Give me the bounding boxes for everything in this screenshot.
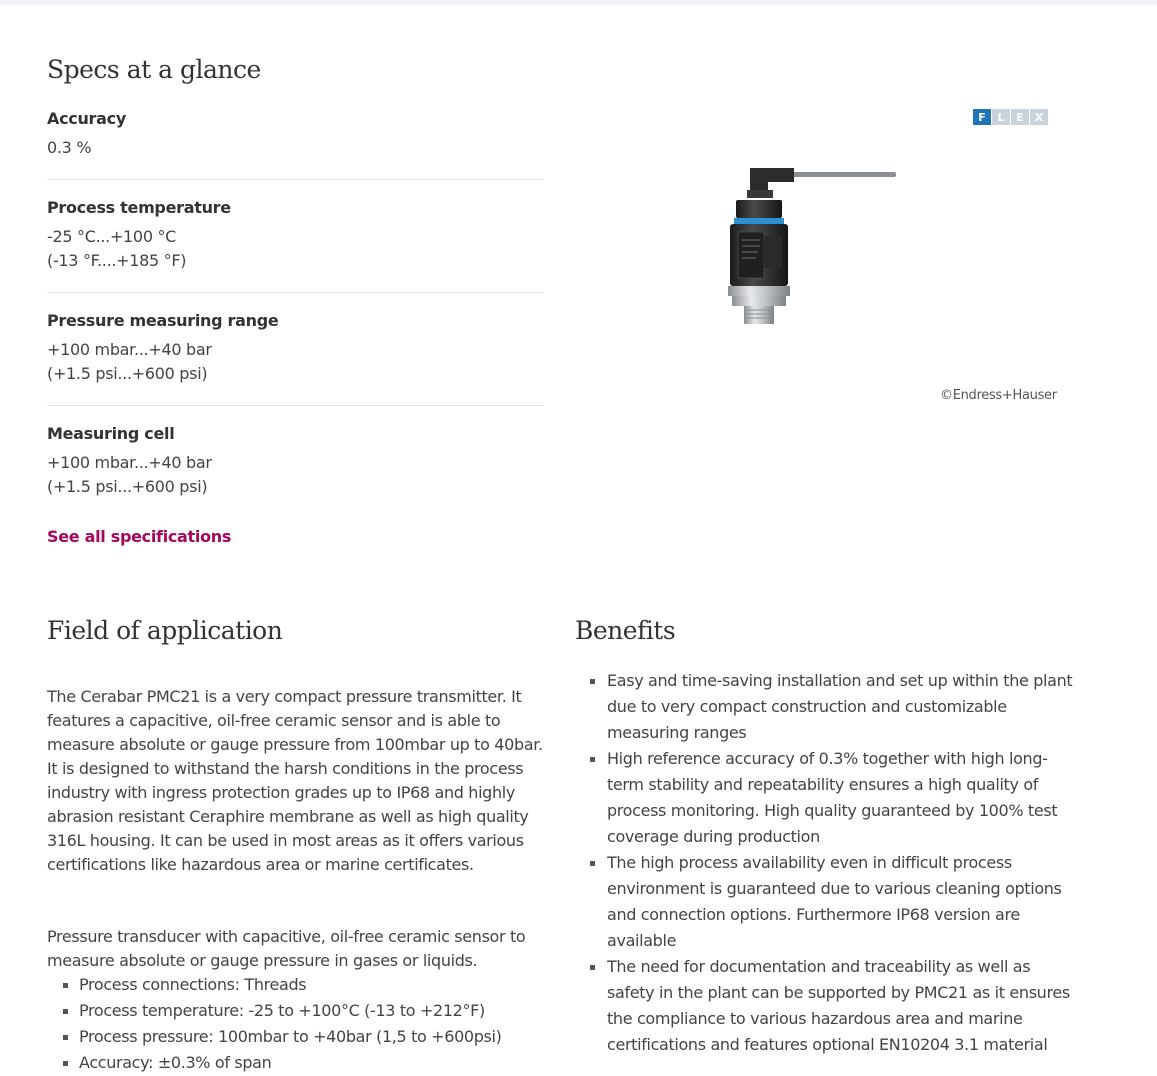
- benefits-list: [575, 668, 1075, 1058]
- flex-letter-e: E: [1011, 109, 1029, 125]
- list-item: The need for documentation and traceability as well as safety in the plant can be supported by PMC21 as it ensures the compliance to various hazardous area and marine certifications and features optional EN10204 3.1 material: [575, 954, 1075, 1058]
- list-item: Easy and time-saving installation and set up within the plant due to very compact construction and customizable measuring ranges: [575, 668, 1075, 746]
- field-of-application-title: Field of application: [47, 616, 283, 645]
- spec-value-line: 0.3 %: [47, 138, 92, 157]
- spec-label: Accuracy: [47, 109, 126, 128]
- divider: [47, 292, 544, 293]
- top-bar: [0, 0, 1157, 5]
- spec-value-line: (-13 °F....+185 °F): [47, 251, 187, 270]
- see-all-specifications-link[interactable]: See all specifications: [47, 527, 232, 546]
- spec-value: [47, 451, 544, 499]
- product-image[interactable]: [720, 160, 905, 330]
- transducer-paragraph: Pressure transducer with capacitive, oil-free ceramic sensor to measure absolute or gauge pressure in gases or liquids.: [47, 927, 526, 970]
- list-item: Accuracy: ±0.3% of span: [47, 1050, 502, 1076]
- spec-accuracy: [47, 109, 544, 160]
- list-item: Process connections: Threads: [47, 972, 502, 998]
- specs-title: Specs at a glance: [47, 55, 261, 84]
- flex-letter-l: L: [992, 109, 1010, 125]
- list-item: Process pressure: 100mbar to +40bar (1,5 to +600psi): [47, 1024, 502, 1050]
- spec-value-line: (+1.5 psi...+600 psi): [47, 364, 208, 383]
- spec-process-temperature: [47, 198, 544, 273]
- list-item: The high process availability even in difficult process environment is guaranteed due to various cleaning options and connection options. Furthermore IP68 version are available: [575, 850, 1075, 954]
- divider: [47, 179, 544, 180]
- spec-label: Measuring cell: [47, 424, 175, 443]
- flex-letter-x: X: [1030, 109, 1048, 125]
- spec-value: [47, 136, 544, 160]
- divider: [47, 405, 544, 406]
- spec-value-line: +100 mbar...+40 bar: [47, 340, 212, 359]
- spec-label: Pressure measuring range: [47, 311, 279, 330]
- spec-value: [47, 225, 544, 273]
- flex-letter-f: F: [973, 109, 991, 125]
- spec-value-line: -25 °C...+100 °C: [47, 227, 177, 246]
- spec-value: [47, 338, 544, 386]
- spec-value-line: +100 mbar...+40 bar: [47, 453, 212, 472]
- flex-logo: [973, 109, 1048, 125]
- feature-list: [47, 972, 502, 1076]
- spec-value-line: (+1.5 psi...+600 psi): [47, 477, 208, 496]
- spec-label: Process temperature: [47, 198, 231, 217]
- image-copyright: ©Endress+Hauser: [940, 388, 1057, 403]
- spec-pressure-range: [47, 311, 544, 386]
- list-item: High reference accuracy of 0.3% together with high long-term stability and repeatability ensures a high quality of process monitoring. High quality guaranteed by 100% test coverage during production: [575, 746, 1075, 850]
- list-item: Process temperature: -25 to +100°C (-13 to +212°F): [47, 998, 502, 1024]
- benefits-title: Benefits: [575, 616, 676, 645]
- spec-measuring-cell: [47, 424, 544, 499]
- application-paragraph: The Cerabar PMC21 is a very compact pressure transmitter. It features a capacitive, oil-free ceramic sensor and is able to measure absolute or gauge pressure from 100mbar up to 40bar. It is designed to withstand the harsh conditions in the process industry with ingress protection grades up to IP68 and highly abrasion resistant Ceraphire membrane as well as high quality 316L housing. It can be used in most areas as it offers various certifications like hazardous area or marine certificates.: [47, 687, 543, 874]
